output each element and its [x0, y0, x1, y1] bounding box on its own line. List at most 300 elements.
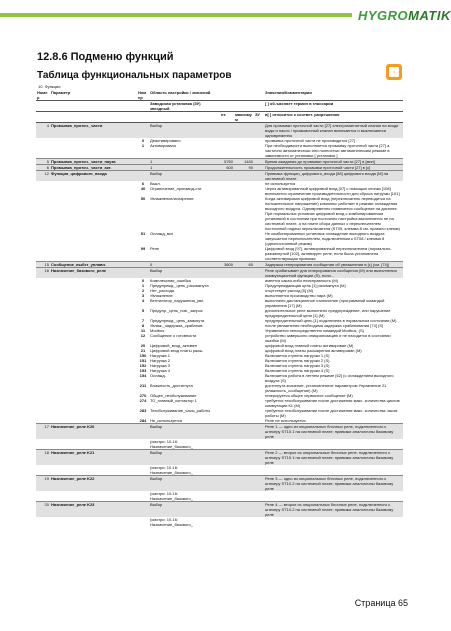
table-cell — [254, 298, 264, 308]
function-parameters-table — [36, 84, 403, 527]
table-cell: (смотри: 10-16: Назначение_базового_ — [150, 491, 193, 501]
table-cell — [36, 408, 50, 418]
table-cell: Назначение_реле K23 — [50, 502, 137, 518]
page-header — [0, 0, 451, 23]
table-cell: 2 — [141, 288, 145, 293]
table-cell: Реле 3 — одно из опциональных блочных реле, подключенного к штекеру ST10.2 на системной плате; привязки аналогичны базовому реле — [264, 476, 403, 492]
table-row — [36, 333, 403, 343]
table-cell: Не комбинированных установок охлаждение выходного воздуха запускается переключателем, подключенным к ST08 / клемма 8 (однопостоянный режим) — [265, 231, 385, 246]
table-cell: Когда активирован цифровой вход (переключатель переводится на положительное напряжение) комплекс работает в режиме охлаждения выходного воздуха. Одновременно появляется сообщение на дисплее. При нормальных условиях цифровой вход с комбинированным установкой в состоянии при постоянно настройка выполняется не на системной плате, а на плате сбора данных с переключателем постоянной подачи переключателя (ST05, клемма 8 см. правило клемм) — [265, 196, 400, 231]
table-cell — [234, 143, 254, 159]
table-cell: требуется техобслуживание после достижения макс. количества циклов коммутации К1 (М) — [265, 398, 400, 408]
table-header-cell — [220, 101, 234, 112]
table-cell — [50, 408, 137, 418]
table-cell — [234, 439, 254, 450]
table-cell: Предупрежд._цепь_разомкнута — [150, 283, 209, 288]
table-cell — [50, 308, 137, 318]
table-cell: Выбор — [149, 171, 220, 182]
table-cell — [50, 383, 137, 393]
table-cell — [137, 502, 149, 518]
table-cell: 1440 — [234, 159, 254, 165]
table-cell: Общее_необслуживание — [150, 393, 197, 398]
table-cell — [254, 424, 264, 440]
table-row — [36, 424, 403, 440]
table-cell — [137, 268, 149, 279]
table-header-cell — [234, 90, 254, 101]
table-cell — [50, 231, 137, 246]
table-cell — [220, 476, 234, 492]
table-cell — [234, 123, 254, 139]
table-cell — [220, 196, 234, 231]
table-caption: 10. Функции — [38, 84, 61, 89]
table-cell: Для промывки проточной части [27] электромагнитный клапан на входе воды и насос / промывочный клапан включаются и выключаются одновременно — [264, 123, 403, 139]
table-cell: 4 — [141, 298, 145, 303]
table-cell: Выбор — [149, 476, 220, 492]
table-cell — [220, 491, 234, 502]
table-cell: 5 — [141, 308, 145, 313]
table-cell: Назначение_реле K21 — [50, 450, 137, 466]
table-cell — [234, 298, 254, 308]
section-heading: 12.8.6 Подменю функций — [37, 51, 174, 63]
table-cell — [137, 424, 149, 440]
table-cell — [36, 143, 50, 159]
table-header-cell: Значения/Комментарии — [264, 90, 403, 101]
table-cell: 5760 — [220, 159, 234, 165]
table-cell: достигнута значение, установленное параметром Управление 21 (влажность_сообщение) (М) — [265, 383, 387, 393]
table-cell: 3600 — [220, 262, 234, 268]
table-row — [36, 268, 403, 279]
table-cell: выполнено дистанционное отключение (программной командой управления [17] (М) — [265, 298, 385, 308]
table-cell: Реле 4 — второе из опциональных блочных реле, подключенного к штекеру ST10.2 на системной плате; привязки аналогичны базовому реле — [264, 502, 403, 518]
table-header-cell: максимум — [234, 112, 254, 123]
table-cell: Реле 1 — одно из опциональных блочных реле, подключенного к штекеру ST10.1 на системной плате; привязки аналогичны базовому реле — [264, 424, 403, 440]
table-cell — [137, 465, 149, 476]
table-cell — [36, 231, 50, 246]
table-cell — [50, 439, 137, 450]
table-row — [36, 476, 403, 492]
table-row — [36, 246, 403, 262]
table-cell: Включается ступень нагрузки 1 (S) — [265, 353, 330, 358]
table-cell — [254, 408, 264, 418]
table-header-cell — [50, 101, 137, 112]
table-row — [36, 186, 403, 196]
table-cell — [264, 465, 403, 476]
table-cell: предупредительный цепь [1] подключена в нормальном состоянии (М) — [265, 318, 397, 323]
table-cell: 600 — [220, 165, 234, 171]
table-cell — [254, 123, 264, 139]
table-cell — [234, 517, 254, 527]
table-header-cell: Область настройки / значений — [149, 90, 220, 101]
table-cell: 284 — [139, 418, 147, 423]
table-cell — [254, 308, 264, 318]
table-cell: Вентилятор_нарушения_увл. — [150, 298, 205, 303]
table-cell — [254, 517, 264, 527]
table-cell — [220, 408, 234, 418]
table-cell — [220, 308, 234, 318]
table-cell — [234, 333, 254, 343]
table-cell — [254, 491, 264, 502]
table-cell: (смотри: 10-16: Назначение_базового_ — [150, 517, 193, 527]
table-header-cell: пт. — [220, 112, 234, 123]
table-cell — [50, 398, 137, 408]
table-cell: 153 — [139, 368, 147, 373]
table-header-cell: в[ ] относится к соответ. разрешению — [264, 112, 403, 123]
table-cell — [50, 517, 137, 527]
table-row — [36, 298, 403, 308]
table-cell: Нагрузка 4 — [150, 368, 170, 373]
table-cell — [36, 465, 50, 476]
table-cell — [137, 439, 149, 450]
table-cell: 20 — [36, 502, 50, 518]
table-cell: Не_используется — [150, 418, 183, 423]
table-cell: Реле срабатывает для генерирования сообщения (М) или выполнения коммутационной функции (S), если... — [264, 268, 403, 279]
table-cell: цифровой вход платы расширения активирован (М) — [265, 348, 362, 353]
table-cell: Увлажнение/испарение — [150, 196, 194, 201]
table-cell: Выбор — [149, 424, 220, 440]
table-cell: выполняется производство пара (М) — [265, 293, 333, 298]
table-cell — [220, 373, 234, 383]
table-cell — [254, 333, 264, 343]
table-cell: 40 — [140, 186, 146, 191]
table-cell: Включается ступень нагрузки 2 (S) — [265, 358, 330, 363]
table-cell: 99 — [140, 246, 146, 251]
table-cell: Нет_расхода — [150, 288, 175, 293]
table-cell: Назначение_реле K20 — [50, 424, 137, 440]
table-cell: 19 — [36, 476, 50, 492]
table-cell — [254, 439, 264, 450]
table-cell — [36, 186, 50, 196]
table-cell: 1 — [141, 283, 145, 288]
table-cell — [254, 196, 264, 231]
table-cell: имеется какая-либо неисправность (М) — [265, 278, 339, 283]
table-cell: 51 — [140, 231, 146, 236]
table-cell — [220, 231, 234, 246]
table-row — [36, 491, 403, 502]
table-cell — [36, 373, 50, 383]
table-cell: 283 — [139, 408, 147, 413]
table-cell: Деактивировано — [150, 138, 181, 143]
table-cell — [220, 268, 234, 279]
table-row — [36, 373, 403, 383]
table-header-cell — [254, 90, 264, 101]
table-cell — [36, 383, 50, 393]
table-cell — [234, 196, 254, 231]
table-cell: Комплексная_ошибка — [150, 278, 191, 283]
table-cell — [254, 373, 264, 383]
table-row — [36, 450, 403, 466]
table-header-cell: Параметр — [50, 90, 137, 101]
table-header-cell — [137, 101, 149, 112]
table-cell: 0 — [141, 278, 145, 283]
table-cell — [220, 143, 234, 159]
table-cell: Цифровой вход платы расш. — [150, 348, 204, 353]
table-cell — [254, 186, 264, 196]
table-cell — [234, 502, 254, 518]
table-cell: Нагрузка 1 — [150, 353, 170, 358]
table-cell — [234, 450, 254, 466]
table-cell — [220, 502, 234, 518]
table-cell — [36, 246, 50, 262]
table-row — [36, 517, 403, 527]
parameters-table — [36, 90, 403, 527]
table-cell — [36, 298, 50, 308]
table-title: Таблица функциональных параметров — [37, 70, 232, 81]
table-cell: 11 — [140, 328, 146, 333]
table-cell: 21 — [140, 348, 146, 353]
table-cell: 154 — [139, 373, 147, 378]
table-cell: 17 — [36, 424, 50, 440]
table-cell: 8 — [141, 323, 145, 328]
table-cell: устройство завершило инициализацию и не находится в состоянии ошибки (М) — [265, 333, 391, 343]
table-cell — [254, 502, 264, 518]
table-cell: 274 — [139, 398, 147, 403]
table-cell: (смотри: 10-16: Назначение_базового_ — [150, 439, 193, 449]
table-cell: дополнительное реле выполнено предупреждение, или нарушение предупредительной цепи [1] (М) — [265, 308, 391, 318]
table-cell — [254, 231, 264, 246]
table-cell: Нагрузка 3 — [150, 363, 170, 368]
table-cell: промывка проточной части не производится [27] — [265, 138, 356, 143]
table-header-cell: Заводская установка (ЗУ) звездный — [149, 101, 220, 112]
table-header-cell — [50, 112, 137, 123]
table-cell — [137, 123, 149, 139]
table-cell: (смотри: 10-16: Назначение_базового_ — [150, 465, 193, 475]
table-header-cell — [234, 101, 254, 112]
table-cell — [234, 398, 254, 408]
table-cell: цифровой вход главной платы активирован (М) — [265, 343, 354, 348]
table-cell: 60 — [234, 262, 254, 268]
table-cell — [50, 246, 137, 262]
table-cell — [264, 491, 403, 502]
table-cell: Включается ступень нагрузки 3 (S) — [265, 363, 330, 368]
table-cell — [137, 476, 149, 492]
table-cell: 18 — [36, 450, 50, 466]
table-cell — [254, 143, 264, 159]
table-header-cell: Номер — [137, 90, 149, 101]
table-cell: Функция_цифрового_входа — [50, 171, 137, 182]
table-cell — [36, 196, 50, 231]
table-header-cell — [36, 112, 50, 123]
table-cell — [50, 143, 137, 159]
table-cell — [220, 450, 234, 466]
table-cell: 20 — [140, 343, 146, 348]
table-cell: Сообщение о готовности — [150, 333, 197, 338]
table-cell — [234, 408, 254, 418]
table-cell — [234, 171, 254, 182]
table-cell — [137, 450, 149, 466]
brand-logo: HYGROMATIK — [358, 8, 451, 23]
table-header-cell: ЗУ — [254, 112, 264, 123]
table-cell — [234, 491, 254, 502]
table-cell: Назначение_базового_реле — [50, 268, 137, 279]
grid-icon — [386, 64, 402, 80]
table-cell — [50, 196, 137, 231]
table-cell: Промывка_проточ._части_пауза — [50, 159, 137, 165]
table-cell — [234, 424, 254, 440]
table-cell: Выбор — [149, 268, 220, 279]
table-cell — [254, 268, 264, 279]
table-cell: 0 — [141, 138, 145, 143]
table-cell — [254, 398, 264, 408]
table-header-cell — [36, 101, 50, 112]
page-number: Страница 65 — [354, 598, 408, 608]
table-cell — [36, 517, 50, 527]
table-cell — [220, 383, 234, 393]
table-cell — [234, 383, 254, 393]
table-cell: Управляется непосредственно командой Modbus, (S) — [265, 328, 364, 333]
table-cell: требуется техобслуживание после достижения макс. количества часов работы (М) — [265, 408, 398, 418]
table-cell — [220, 123, 234, 139]
header-stripe — [0, 13, 352, 17]
table-cell — [254, 476, 264, 492]
table-cell — [220, 171, 234, 182]
table-cell: 0 — [149, 262, 220, 268]
table-cell: Выбор — [149, 123, 220, 139]
table-header-row — [36, 101, 403, 112]
table-header-cell — [220, 90, 234, 101]
table-cell — [137, 517, 149, 527]
table-cell — [220, 439, 234, 450]
table-cell: не используется — [265, 181, 296, 186]
table-cell — [137, 171, 149, 182]
table-cell — [220, 465, 234, 476]
table-cell: 50 — [140, 196, 146, 201]
table-cell: 6 — [141, 181, 145, 186]
table-cell — [220, 298, 234, 308]
table-cell — [220, 517, 234, 527]
table-cell — [234, 268, 254, 279]
table-cell: 4 — [36, 123, 50, 139]
table-cell — [234, 231, 254, 246]
table-row — [36, 465, 403, 476]
table-cell: Предупреждающая цепь [1] разомкнута (М) — [265, 283, 346, 288]
table-cell: Modbus — [150, 328, 165, 333]
table-row — [36, 383, 403, 393]
table-row — [36, 308, 403, 318]
table-row — [36, 439, 403, 450]
table-cell — [50, 465, 137, 476]
table-cell: Промывка_проточ._части_акт. — [50, 165, 137, 171]
table-cell — [234, 186, 254, 196]
table-cell: Реле не используется — [265, 418, 306, 423]
table-cell: Цифровой вход [97], активированный переключателем (нормально-разомкнутый [102], активирует реле, если была установлена соответствующая привязка — [265, 246, 392, 261]
table-cell — [220, 424, 234, 440]
table-cell — [254, 383, 264, 393]
table-cell: Время ожидания до промывки проточной части [27] в [мин] — [264, 159, 403, 165]
table-cell: Предупрежд._цепь_замкнута — [150, 318, 205, 323]
table-cell: отсутствует расход [5] (М) — [265, 288, 314, 293]
table-cell: Через активированный цифровой вход [07] с помощью кнопки [108] включается ограничение производительности для сброса нагрузки [101] — [265, 186, 400, 196]
table-cell: 16 — [36, 268, 50, 279]
table-cell: ТО_главный_контактор 1 — [150, 398, 197, 403]
table-cell — [254, 171, 264, 182]
table-cell: Сообщение_выбег_уплавн. — [50, 262, 137, 268]
table-cell — [234, 476, 254, 492]
table-cell: 1 — [149, 165, 220, 171]
table-cell — [36, 439, 50, 450]
table-cell: Назначение_реле K22 — [50, 476, 137, 492]
table-cell: 152 — [139, 363, 147, 368]
table-cell: Промывка_проточ._части — [50, 123, 137, 139]
table-cell: после увлажнения необходима задержка срабатывания [74] (S) — [265, 323, 384, 328]
table-cell: Задержка генерирования сообщения об увлажнении в [с] (см. [74]) — [264, 262, 403, 268]
table-cell: 12 — [140, 333, 146, 338]
table-cell — [254, 450, 264, 466]
table-cell: Реле — [150, 246, 160, 251]
table-cell: 5 — [36, 159, 50, 165]
table-header-cell — [149, 112, 220, 123]
table-cell: генерируется общее сервисное сообщение (М) — [265, 393, 353, 398]
table-row — [36, 143, 403, 159]
table-header-cell: [ ] об-ъясняет термин в глоссарии — [264, 101, 403, 112]
table-cell: 1 — [141, 143, 145, 148]
table-cell: 3 — [141, 293, 145, 298]
table-cell — [36, 491, 50, 502]
table-cell — [264, 517, 403, 527]
table-cell: Привязка функции_цифрового_входа [88] цифрового входа [М] на системной плате — [264, 171, 403, 182]
table-cell: Увлаж._задержка_срабатыв. — [150, 323, 204, 328]
table-cell: Ослажд. — [150, 373, 166, 378]
table-row — [36, 171, 403, 182]
table-row — [36, 398, 403, 408]
table-row — [36, 196, 403, 231]
table-cell — [137, 491, 149, 502]
table-cell: 151 — [139, 358, 147, 363]
table-cell — [50, 186, 137, 196]
table-row — [36, 502, 403, 518]
table-cell — [36, 308, 50, 318]
table-cell: Выбор — [149, 450, 220, 466]
table-cell: 90 — [234, 165, 254, 171]
table-row — [36, 408, 403, 418]
table-cell — [50, 491, 137, 502]
table-cell: 270 — [139, 393, 147, 398]
table-cell — [254, 465, 264, 476]
table-header-row — [36, 112, 403, 123]
table-cell — [36, 398, 50, 408]
table-cell — [50, 373, 137, 383]
table-cell: 1 — [149, 159, 220, 165]
table-cell: 211 — [139, 383, 147, 388]
table-cell: 12 — [36, 171, 50, 182]
table-cell: Включается работа в летнем режиме [62] (с охлаждением выходного воздуха (S) — [265, 373, 394, 383]
table-cell — [50, 298, 137, 308]
table-header-cell — [137, 112, 149, 123]
table-cell: Выбор — [149, 502, 220, 518]
table-cell: 15 — [36, 262, 50, 268]
table-cell — [234, 373, 254, 383]
table-header-row — [36, 90, 403, 101]
table-header-cell — [254, 101, 264, 112]
table-cell: Нагрузка 2 — [150, 358, 170, 363]
table-cell — [220, 186, 234, 196]
table-cell: Включается ступень нагрузки 4 (S) — [265, 368, 330, 373]
table-cell: Влажность_достигнута — [150, 383, 193, 388]
table-cell — [234, 465, 254, 476]
table-header-cell: Номер — [36, 90, 50, 101]
table-cell — [254, 246, 264, 262]
table-cell — [220, 333, 234, 343]
table-cell — [264, 439, 403, 450]
table-cell: Ослажд_вкл — [150, 231, 174, 236]
table-cell: 6 — [36, 165, 50, 171]
table-cell — [220, 246, 234, 262]
table-cell: При необходимости выполняется промывку проточной части [27] а частично автоматически или полностью автоматическим режиме в зависимости от установки [ установки ] — [265, 143, 390, 158]
table-cell: Предупр._цепь_нов._запрос — [150, 308, 203, 313]
table-cell: Ограничение_производ-сти — [150, 186, 202, 191]
table-cell — [50, 333, 137, 343]
table-cell — [234, 246, 254, 262]
table-cell: Цифровой_вход_активен — [150, 343, 198, 348]
